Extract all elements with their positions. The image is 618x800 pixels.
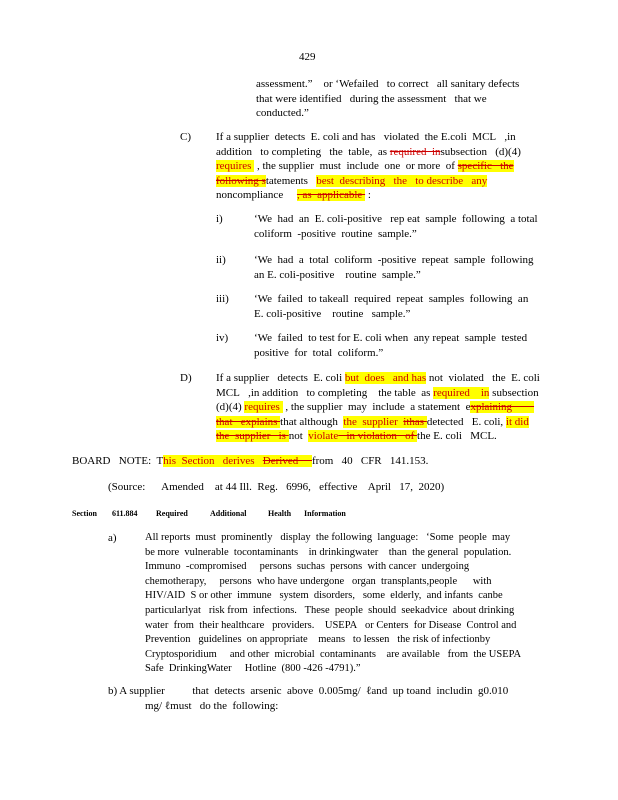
heading-word: Additional [210, 509, 247, 518]
item-b-text [108, 684, 548, 713]
deleted-text: that explains [216, 415, 281, 428]
intro-line: assessment.” or ‘Wefailed to correct all sanitary defects [256, 78, 520, 90]
item-a-text [145, 531, 540, 677]
inserted-text: the supplier [343, 415, 404, 428]
text-run: noncompliance [216, 189, 297, 202]
text-run: BOARD NOTE: T [72, 455, 164, 467]
deleted-text: xplaining [470, 401, 535, 414]
text-run: MCL ,in addition to completing the table as [216, 386, 434, 399]
item-a-line: chemotherapy, persons who have undergone organ transplants,people with [145, 575, 492, 587]
text-run: not [288, 430, 309, 443]
text-run: , the supplier must include one or more of [254, 160, 458, 173]
heading-word: 611.884 [112, 509, 138, 518]
sub-item-line: an E. coli-positive routine sample.” [254, 268, 421, 281]
deleted-text: ithas [403, 415, 427, 428]
item-d-text [216, 371, 551, 444]
inserted-text: but does and has [344, 372, 427, 384]
item-d-line [216, 386, 551, 401]
item-a-line: be more vulnerable tocontaminants in drinkingwater than the general population. [145, 546, 512, 558]
text-run: tatements [265, 174, 317, 187]
item-c-line [216, 174, 546, 189]
text-run: not violated the E. coli [426, 372, 540, 384]
deleted-text: the supplier is [216, 430, 289, 443]
item-a-line: Immuno -compromised persons suchas persons with cancer undergoing [145, 561, 470, 573]
item-a-line: Safe DrinkingWater Hotline (800 -426 -4791).” [145, 663, 361, 675]
item-a-line: water from their healthcare providers. USEPA or Centers for Disease Control and [145, 619, 517, 631]
text-run: subsection [489, 386, 539, 399]
text-run: subsection (d)(4) [440, 145, 521, 158]
text-run: addition to completing the table, as [216, 145, 390, 158]
sub-item [254, 292, 546, 321]
sub-item [254, 331, 546, 360]
intro-continuation [256, 77, 546, 121]
item-a-line: HIV/AID S or other immune system disorders, some elderly, and infants canbe [145, 590, 503, 602]
item-c-text [216, 130, 546, 203]
item-c-line [216, 188, 546, 203]
sub-item-marker: ii) [216, 254, 226, 266]
heading-word: Information [304, 509, 346, 518]
intro-line: conducted.” [256, 107, 309, 120]
deleted-text: Derived [262, 455, 312, 467]
item-d-line [216, 400, 551, 415]
text-run: If a supplier detects E. coli [216, 372, 345, 384]
heading-word: Required [156, 509, 188, 518]
sub-item-marker: iii) [216, 293, 229, 305]
text-run: detected E. coli, [426, 415, 506, 428]
deleted-text: , as applicable [296, 189, 366, 202]
sub-item-line: ‘We had a total coliform -positive repeat sample following [254, 254, 534, 266]
inserted-text: required in [433, 386, 490, 399]
inserted-text: violate [308, 430, 339, 443]
source-note: (Source: Amended at 44 Ill. Reg. 6996, effective April 17, 2020) [108, 481, 445, 493]
text-run: that although [280, 415, 344, 428]
item-a-line: particularlyat risk from infections. These people should seekadvice about drinking [145, 604, 515, 616]
inserted-text: best describing the to describe any [316, 174, 488, 187]
sub-item-line: coliform -positive routine sample.” [254, 227, 417, 240]
deleted-text: required in [389, 145, 441, 158]
sub-item-marker: i) [216, 213, 223, 225]
text-run: , the supplier may include a statement e [282, 401, 471, 414]
item-c-line [216, 159, 546, 174]
text-run: : [365, 189, 371, 202]
sub-item-line: positive for total coliform.” [254, 346, 384, 359]
item-a-line: Prevention guidelines on appropriate means to lessen the risk of infectionby [145, 634, 491, 646]
item-d-line [216, 371, 551, 386]
item-a-marker: a) [108, 532, 117, 544]
inserted-text: requires [244, 401, 283, 414]
item-d-line [216, 415, 551, 430]
sub-item [254, 212, 546, 241]
item-b-line: mg/ ℓmust do the following: [145, 699, 279, 712]
item-b-line: b) A supplier that detects arsenic above 0.005mg/ ℓand up toand includin g0.010 [108, 685, 509, 697]
sub-item-line: E. coli-positive routine sample.” [254, 307, 411, 320]
heading-word: Section [72, 509, 97, 518]
sub-item-line: ‘We failed to takeall required repeat samples following an [254, 293, 529, 305]
sub-item-marker: iv) [216, 332, 229, 344]
text-run: (d)(4) [216, 401, 245, 414]
intro-line: that were identified during the assessment that we [256, 92, 487, 105]
text-run: from 40 CFR 141.153. [311, 455, 429, 467]
inserted-text: requires [216, 160, 255, 173]
deleted-text: following s [216, 174, 266, 187]
sub-item [254, 253, 546, 282]
item-c-line [216, 145, 546, 160]
item-c-marker: C) [180, 131, 191, 143]
sub-item-line: ‘We had an E. coli-positive rep eat sample following a total [254, 213, 538, 225]
sub-item-line: ‘We failed to test for E. coli when any repeat sample tested [254, 332, 528, 344]
page-number: 429 [299, 51, 316, 63]
item-d-marker: D) [180, 372, 192, 384]
text-run: the E. coli MCL. [417, 430, 497, 443]
inserted-text: it did [505, 415, 529, 428]
item-a-line: All reports must prominently display the following language: ‘Some people may [145, 532, 511, 543]
board-note [72, 454, 428, 469]
item-a-line: Cryptosporidium and other microbial contaminants are available from the USEPA [145, 648, 522, 660]
deleted-text: in violation of [338, 430, 418, 443]
item-c-line: If a supplier detects E. coli and has violated the E.coli MCL ,in [216, 131, 516, 143]
item-d-line [216, 429, 551, 444]
inserted-text: his Section derives [163, 455, 263, 467]
heading-word: Health [268, 509, 292, 518]
inserted-text: specific the [457, 160, 514, 173]
